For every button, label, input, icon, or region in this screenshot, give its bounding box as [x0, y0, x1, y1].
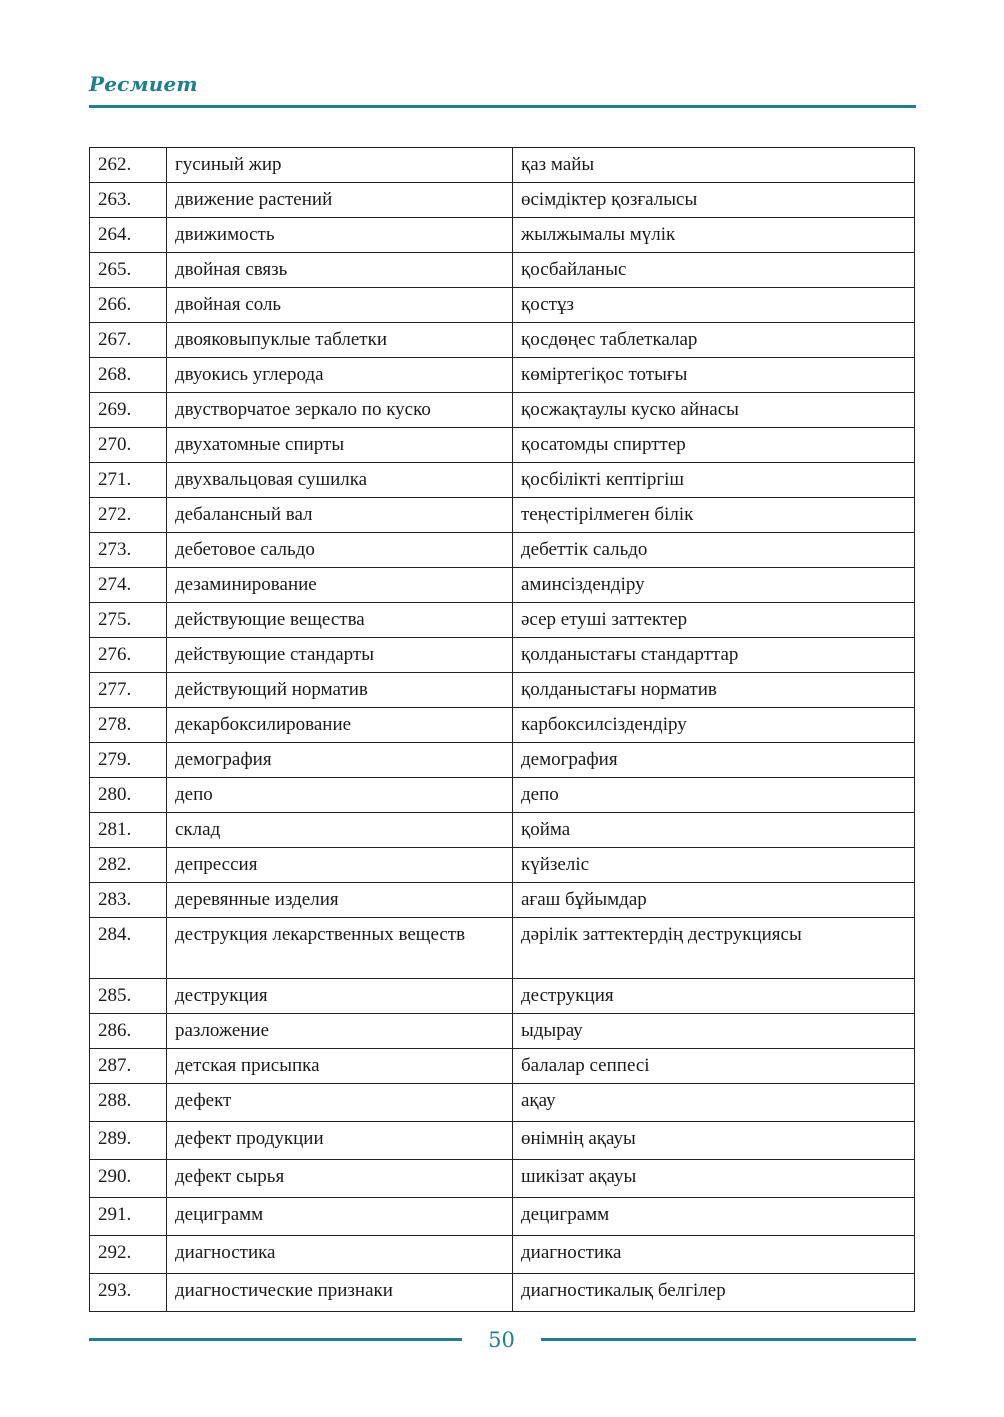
term-kazakh: қосбілікті кептіргіш — [513, 463, 915, 498]
running-header-title: Ресмиет — [89, 72, 198, 96]
table-row — [90, 778, 915, 813]
table-row — [90, 1198, 915, 1236]
term-russian: склад — [167, 813, 513, 848]
term-number: 285. — [90, 979, 167, 1014]
term-russian: действующие стандарты — [167, 638, 513, 673]
term-russian: разложение — [167, 1014, 513, 1049]
table-row — [90, 1274, 915, 1312]
term-kazakh: теңестірілмеген білік — [513, 498, 915, 533]
term-kazakh: деструкция — [513, 979, 915, 1014]
term-number: 284. — [90, 918, 167, 979]
term-russian: дециграмм — [167, 1198, 513, 1236]
term-number: 277. — [90, 673, 167, 708]
term-russian: дебетовое сальдо — [167, 533, 513, 568]
term-kazakh: күйзеліс — [513, 848, 915, 883]
table-row — [90, 183, 915, 218]
table-row — [90, 498, 915, 533]
table-row — [90, 813, 915, 848]
table-row — [90, 1160, 915, 1198]
term-russian: депо — [167, 778, 513, 813]
glossary-table — [89, 147, 915, 1312]
footer-rule-left — [89, 1338, 462, 1341]
term-russian: дебалансный вал — [167, 498, 513, 533]
header-rule — [89, 105, 916, 108]
table-row — [90, 428, 915, 463]
term-kazakh: дециграмм — [513, 1198, 915, 1236]
term-number: 292. — [90, 1236, 167, 1274]
table-row — [90, 533, 915, 568]
term-kazakh: қосатомды спирттер — [513, 428, 915, 463]
term-russian: депрессия — [167, 848, 513, 883]
term-russian: дезаминирование — [167, 568, 513, 603]
table-row — [90, 568, 915, 603]
term-number: 267. — [90, 323, 167, 358]
term-kazakh: әсер етуші заттектер — [513, 603, 915, 638]
term-russian: дефект — [167, 1084, 513, 1122]
term-russian: действующий норматив — [167, 673, 513, 708]
term-number: 269. — [90, 393, 167, 428]
term-number: 286. — [90, 1014, 167, 1049]
term-kazakh: демография — [513, 743, 915, 778]
term-number: 272. — [90, 498, 167, 533]
term-kazakh: шикізат ақауы — [513, 1160, 915, 1198]
term-kazakh: карбоксилсіздендіру — [513, 708, 915, 743]
term-russian: гусиный жир — [167, 148, 513, 183]
term-number: 276. — [90, 638, 167, 673]
table-row — [90, 603, 915, 638]
term-kazakh: ыдырау — [513, 1014, 915, 1049]
term-number: 274. — [90, 568, 167, 603]
term-number: 266. — [90, 288, 167, 323]
footer-rule-right — [541, 1338, 916, 1341]
term-number: 278. — [90, 708, 167, 743]
table-row — [90, 1236, 915, 1274]
term-kazakh: қойма — [513, 813, 915, 848]
term-kazakh: жылжымалы мүлік — [513, 218, 915, 253]
term-number: 263. — [90, 183, 167, 218]
term-kazakh: өсімдіктер қозғалысы — [513, 183, 915, 218]
term-kazakh: депо — [513, 778, 915, 813]
term-russian: двойная связь — [167, 253, 513, 288]
term-russian: дефект сырья — [167, 1160, 513, 1198]
table-row — [90, 673, 915, 708]
table-row — [90, 848, 915, 883]
table-row — [90, 148, 915, 183]
term-kazakh: ақау — [513, 1084, 915, 1122]
term-number: 265. — [90, 253, 167, 288]
term-russian: двустворчатое зеркало по куско — [167, 393, 513, 428]
term-kazakh: қолданыстағы стандарттар — [513, 638, 915, 673]
table-row — [90, 883, 915, 918]
term-russian: детская присыпка — [167, 1049, 513, 1084]
term-number: 281. — [90, 813, 167, 848]
term-number: 270. — [90, 428, 167, 463]
term-kazakh: қосдөңес таблеткалар — [513, 323, 915, 358]
term-kazakh: балалар сеппесі — [513, 1049, 915, 1084]
term-kazakh: қосжақтаулы куско айнасы — [513, 393, 915, 428]
table-row — [90, 1122, 915, 1160]
table-row — [90, 1084, 915, 1122]
table-row — [90, 638, 915, 673]
term-number: 291. — [90, 1198, 167, 1236]
term-kazakh: дәрілік заттектердің деструкциясы — [513, 918, 915, 979]
term-russian: двояковыпуклые таблетки — [167, 323, 513, 358]
table-row — [90, 708, 915, 743]
term-russian: демография — [167, 743, 513, 778]
term-kazakh: ағаш бұйымдар — [513, 883, 915, 918]
table-row — [90, 288, 915, 323]
term-kazakh: өнімнің ақауы — [513, 1122, 915, 1160]
table-row — [90, 1014, 915, 1049]
term-russian: движение растений — [167, 183, 513, 218]
table-row — [90, 463, 915, 498]
table-row — [90, 393, 915, 428]
term-number: 290. — [90, 1160, 167, 1198]
term-russian: движимость — [167, 218, 513, 253]
term-russian: деревянные изделия — [167, 883, 513, 918]
term-number: 282. — [90, 848, 167, 883]
term-kazakh: қосбайланыс — [513, 253, 915, 288]
term-number: 287. — [90, 1049, 167, 1084]
term-russian: двуокись углерода — [167, 358, 513, 393]
table-row — [90, 358, 915, 393]
term-number: 262. — [90, 148, 167, 183]
term-russian: декарбоксилирование — [167, 708, 513, 743]
table-row — [90, 253, 915, 288]
term-kazakh: диагностика — [513, 1236, 915, 1274]
term-number: 288. — [90, 1084, 167, 1122]
term-kazakh: қолданыстағы норматив — [513, 673, 915, 708]
term-number: 289. — [90, 1122, 167, 1160]
term-russian: деструкция — [167, 979, 513, 1014]
term-kazakh: қаз майы — [513, 148, 915, 183]
term-kazakh: қостұз — [513, 288, 915, 323]
term-russian: двойная соль — [167, 288, 513, 323]
table-row — [90, 918, 915, 979]
term-number: 280. — [90, 778, 167, 813]
term-russian: диагностические признаки — [167, 1274, 513, 1312]
term-russian: деструкция лекарственных веществ — [167, 918, 513, 979]
term-russian: диагностика — [167, 1236, 513, 1274]
term-number: 271. — [90, 463, 167, 498]
term-number: 273. — [90, 533, 167, 568]
table-row — [90, 323, 915, 358]
term-russian: двухвальцовая сушилка — [167, 463, 513, 498]
term-russian: действующие вещества — [167, 603, 513, 638]
table-row — [90, 743, 915, 778]
term-number: 264. — [90, 218, 167, 253]
page-number: 50 — [488, 1328, 515, 1352]
term-number: 275. — [90, 603, 167, 638]
term-russian: дефект продукции — [167, 1122, 513, 1160]
table-row — [90, 979, 915, 1014]
term-number: 283. — [90, 883, 167, 918]
term-kazakh: көміртегіқос тотығы — [513, 358, 915, 393]
term-kazakh: диагностикалық белгілер — [513, 1274, 915, 1312]
term-kazakh: дебеттік сальдо — [513, 533, 915, 568]
term-number: 268. — [90, 358, 167, 393]
term-number: 293. — [90, 1274, 167, 1312]
term-russian: двухатомные спирты — [167, 428, 513, 463]
term-number: 279. — [90, 743, 167, 778]
table-row — [90, 218, 915, 253]
term-kazakh: аминсіздендіру — [513, 568, 915, 603]
table-row — [90, 1049, 915, 1084]
